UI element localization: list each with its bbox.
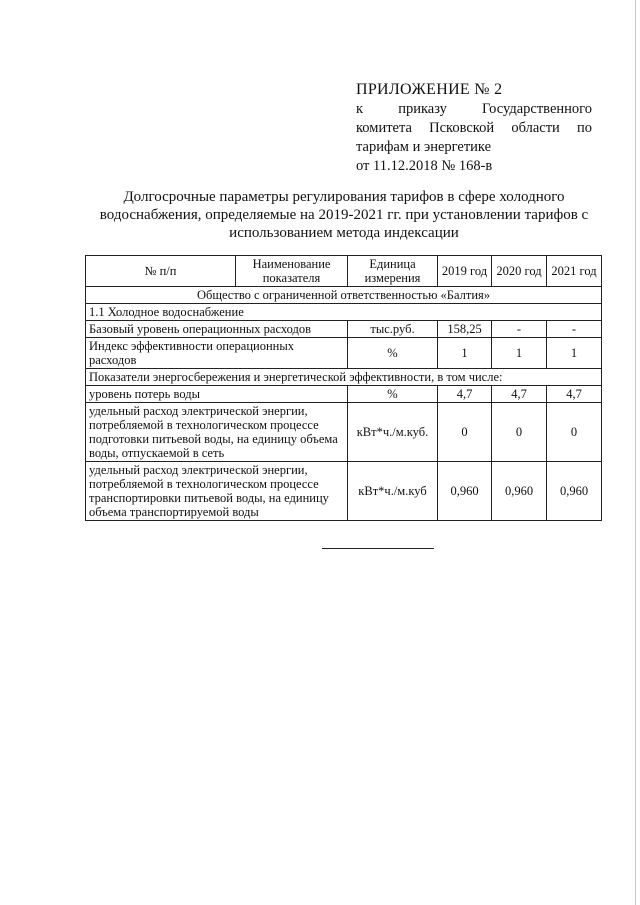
row-name: уровень потерь воды	[86, 386, 348, 403]
row-name: Базовый уровень операционных расходов	[86, 321, 348, 338]
header-2019: 2019 год	[438, 256, 492, 287]
page-edge	[635, 0, 636, 905]
row-value-2019: 158,25	[438, 321, 492, 338]
row-value-2021: 4,7	[547, 386, 602, 403]
row-value-2021: -	[547, 321, 602, 338]
row-value-2021: 0	[547, 403, 602, 462]
appendix-title: ПРИЛОЖЕНИЕ № 2	[356, 81, 503, 98]
table-header-row	[86, 256, 602, 287]
energy-header: Показатели энергосбережения и энергетической эффективности, в том числе:	[86, 369, 602, 386]
appendix-block	[356, 80, 592, 176]
section-row	[86, 304, 602, 321]
row-value-2021: 0,960	[547, 462, 602, 521]
parameters-table	[85, 255, 602, 521]
row-name: удельный расход электрической энергии, потребляемой в технологическом процессе подготовки питьевой воды, на единицу объема воды, отпускаемой в сеть	[86, 403, 348, 462]
header-unit: Единица измерения	[348, 256, 438, 287]
row-value-2019: 0	[438, 403, 492, 462]
row-value-2020: -	[492, 321, 547, 338]
section-title: 1.1 Холодное водоснабжение	[86, 304, 602, 321]
row-value-2020: 1	[492, 338, 547, 369]
row-unit: %	[348, 386, 438, 403]
appendix-line-3: тарифам и энергетике	[356, 139, 492, 155]
company-row	[86, 287, 602, 304]
row-value-2020: 0,960	[492, 462, 547, 521]
appendix-line-1: к приказу Государственного	[356, 101, 592, 117]
row-value-2021: 1	[547, 338, 602, 369]
row-unit: кВт*ч./м.куб	[348, 462, 438, 521]
document-heading: Долгосрочные параметры регулирования тарифов в сфере холодного водоснабжения, определяемые на 2019-2021 гг. при установлении тарифов с использованием метода индексации	[99, 189, 589, 241]
company-name: Общество с ограниченной ответственностью «Балтия»	[86, 287, 602, 304]
table-row	[86, 462, 602, 521]
table-row	[86, 403, 602, 462]
appendix-line-4: от 11.12.2018 № 168-в	[356, 158, 493, 174]
row-value-2020: 4,7	[492, 386, 547, 403]
table-row	[86, 338, 602, 369]
row-unit: %	[348, 338, 438, 369]
row-value-2019: 0,960	[438, 462, 492, 521]
closing-rule	[322, 548, 434, 549]
row-unit: кВт*ч./м.куб.	[348, 403, 438, 462]
energy-header-row	[86, 369, 602, 386]
table-row	[86, 321, 602, 338]
row-value-2019: 4,7	[438, 386, 492, 403]
header-2021: 2021 год	[547, 256, 602, 287]
row-name: Индекс эффективности операционных расходов	[86, 338, 348, 369]
header-2020: 2020 год	[492, 256, 547, 287]
header-num: № п/п	[86, 256, 236, 287]
appendix-line-2: комитета Псковской области по	[356, 120, 592, 136]
row-value-2019: 1	[438, 338, 492, 369]
header-name: Наименование показателя	[236, 256, 348, 287]
row-value-2020: 0	[492, 403, 547, 462]
row-unit: тыс.руб.	[348, 321, 438, 338]
row-name: удельный расход электрической энергии, потребляемой в технологическом процессе транспортировки питьевой воды, на единицу объема транспортируемой воды	[86, 462, 348, 521]
table-row	[86, 386, 602, 403]
